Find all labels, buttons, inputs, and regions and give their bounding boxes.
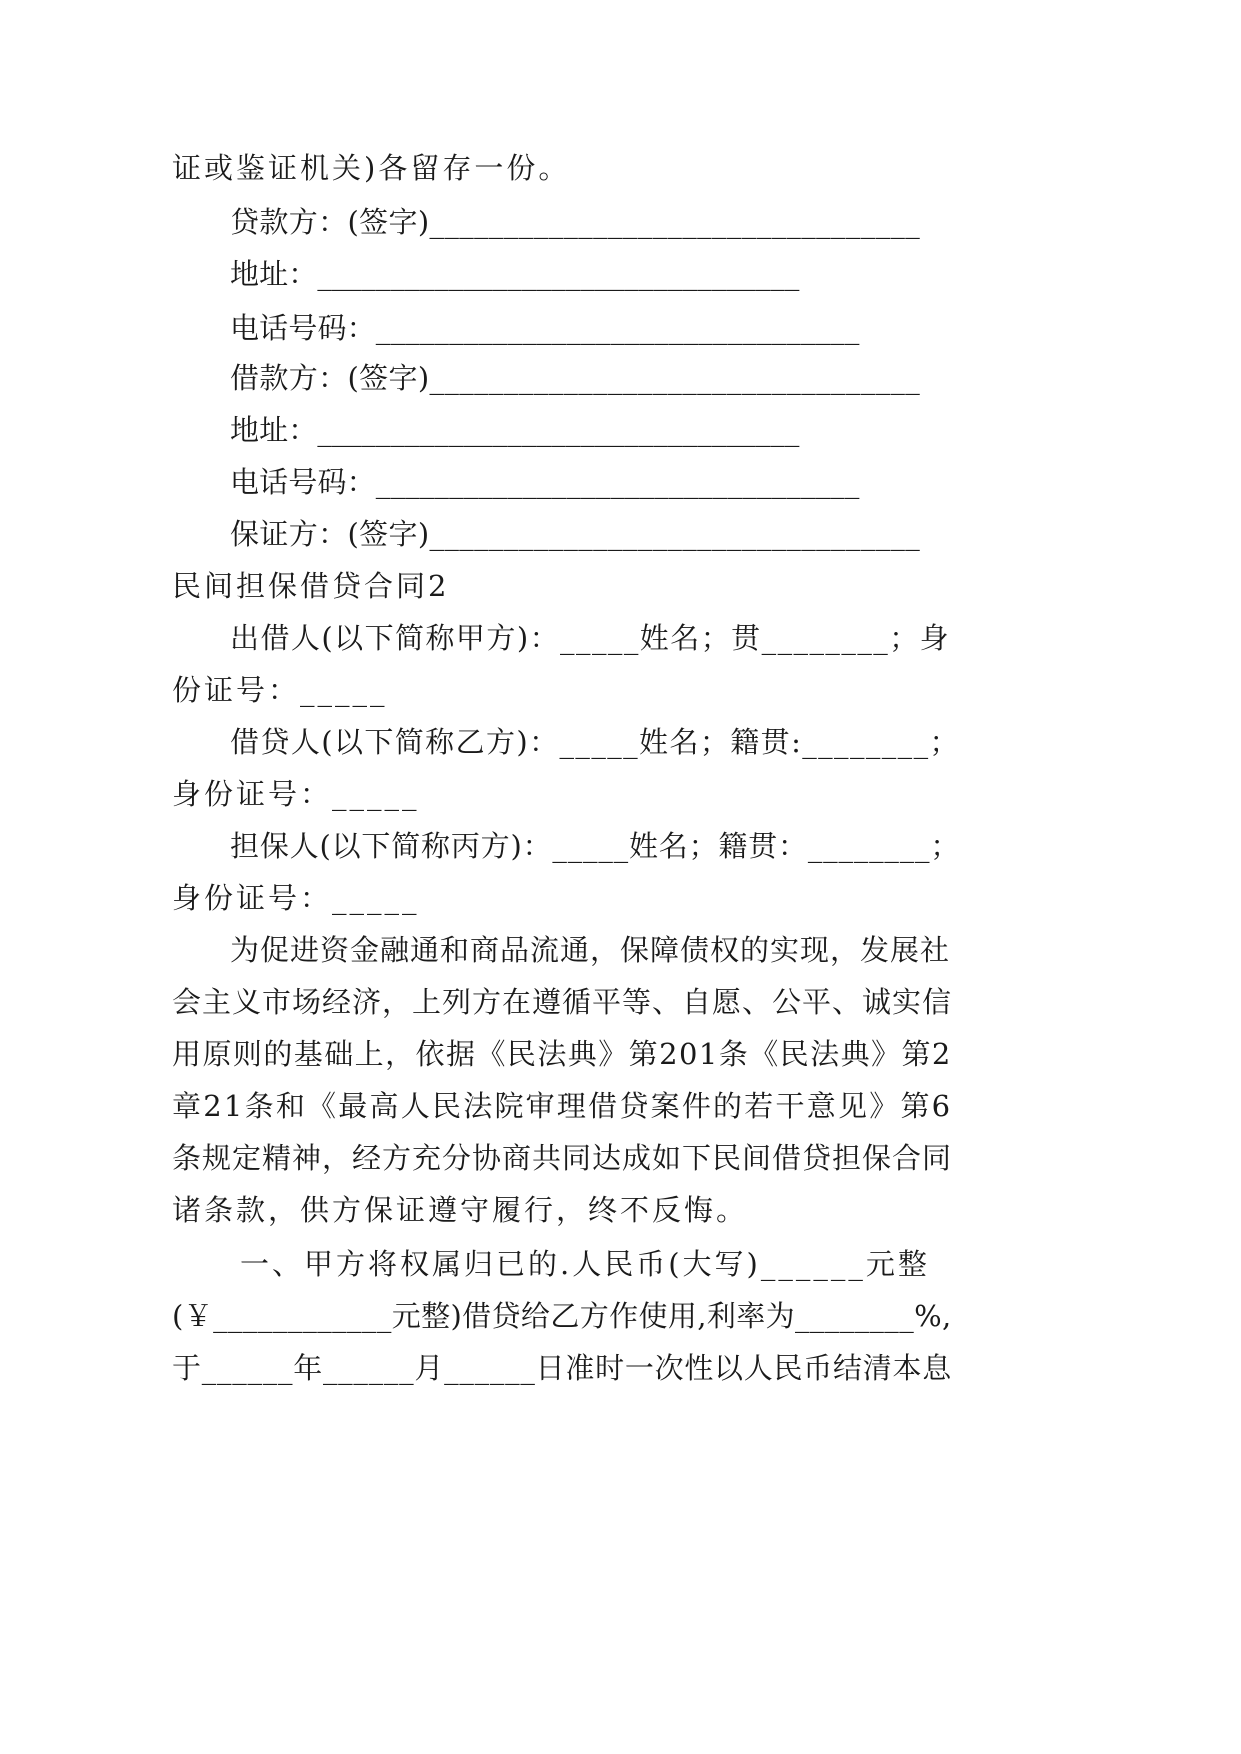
section-heading: 民间担保借贷合同2	[172, 569, 450, 603]
signature-lender-line: 贷款方：(签字)_________________________________	[230, 205, 920, 239]
clause-line: (￥____________元整)借贷给乙方作使用,利率为________%,	[172, 1299, 952, 1333]
paragraph-line: 章21条和《最高人民法院审理借贷案件的若干意见》第6	[172, 1089, 952, 1123]
phone-line: 电话号码：_________________________________	[230, 311, 860, 345]
paragraph-line: 为促进资金融通和商品流通，保障债权的实现，发展社	[230, 933, 950, 967]
address-line: 地址：_________________________________	[230, 413, 800, 447]
signature-borrower-line: 借款方：(签字)_________________________________	[230, 361, 920, 395]
address-line: 地址：_________________________________	[230, 257, 800, 291]
lender-info-line: 出借人(以下简称甲方)：_____姓名；贯________；身	[230, 621, 950, 655]
borrower-id-line: 身份证号：_____	[172, 777, 420, 811]
paragraph-line: 会主义市场经济，上列方在遵循平等、自愿、公平、诚实信	[172, 985, 952, 1019]
lender-id-line: 份证号：_____	[172, 673, 388, 707]
phone-line: 电话号码：_________________________________	[230, 465, 860, 499]
guarantor-id-line: 身份证号：_____	[172, 881, 420, 915]
borrower-info-line: 借贷人(以下简称乙方)：_____姓名；籍贯:________；	[230, 725, 960, 759]
text-line: 证或鉴证机关)各留存一份。	[172, 151, 571, 185]
signature-guarantor-line: 保证方：(签字)_________________________________	[230, 517, 920, 551]
paragraph-line: 用原则的基础上，依据《民法典》第201条《民法典》第2	[172, 1037, 952, 1071]
paragraph-line: 条规定精神，经方充分协商共同达成如下民间借贷担保合同	[172, 1141, 952, 1175]
clause-line: 一、甲方将权属归已的.人民币(大写)______元整	[240, 1247, 930, 1281]
clause-line: 于______年______月______日准时一次性以人民币结清本息	[172, 1351, 952, 1385]
guarantor-info-line: 担保人(以下简称丙方)：_____姓名；籍贯：________；	[230, 829, 960, 863]
paragraph-line: 诸条款，供方保证遵守履行，终不反悔。	[172, 1193, 749, 1227]
